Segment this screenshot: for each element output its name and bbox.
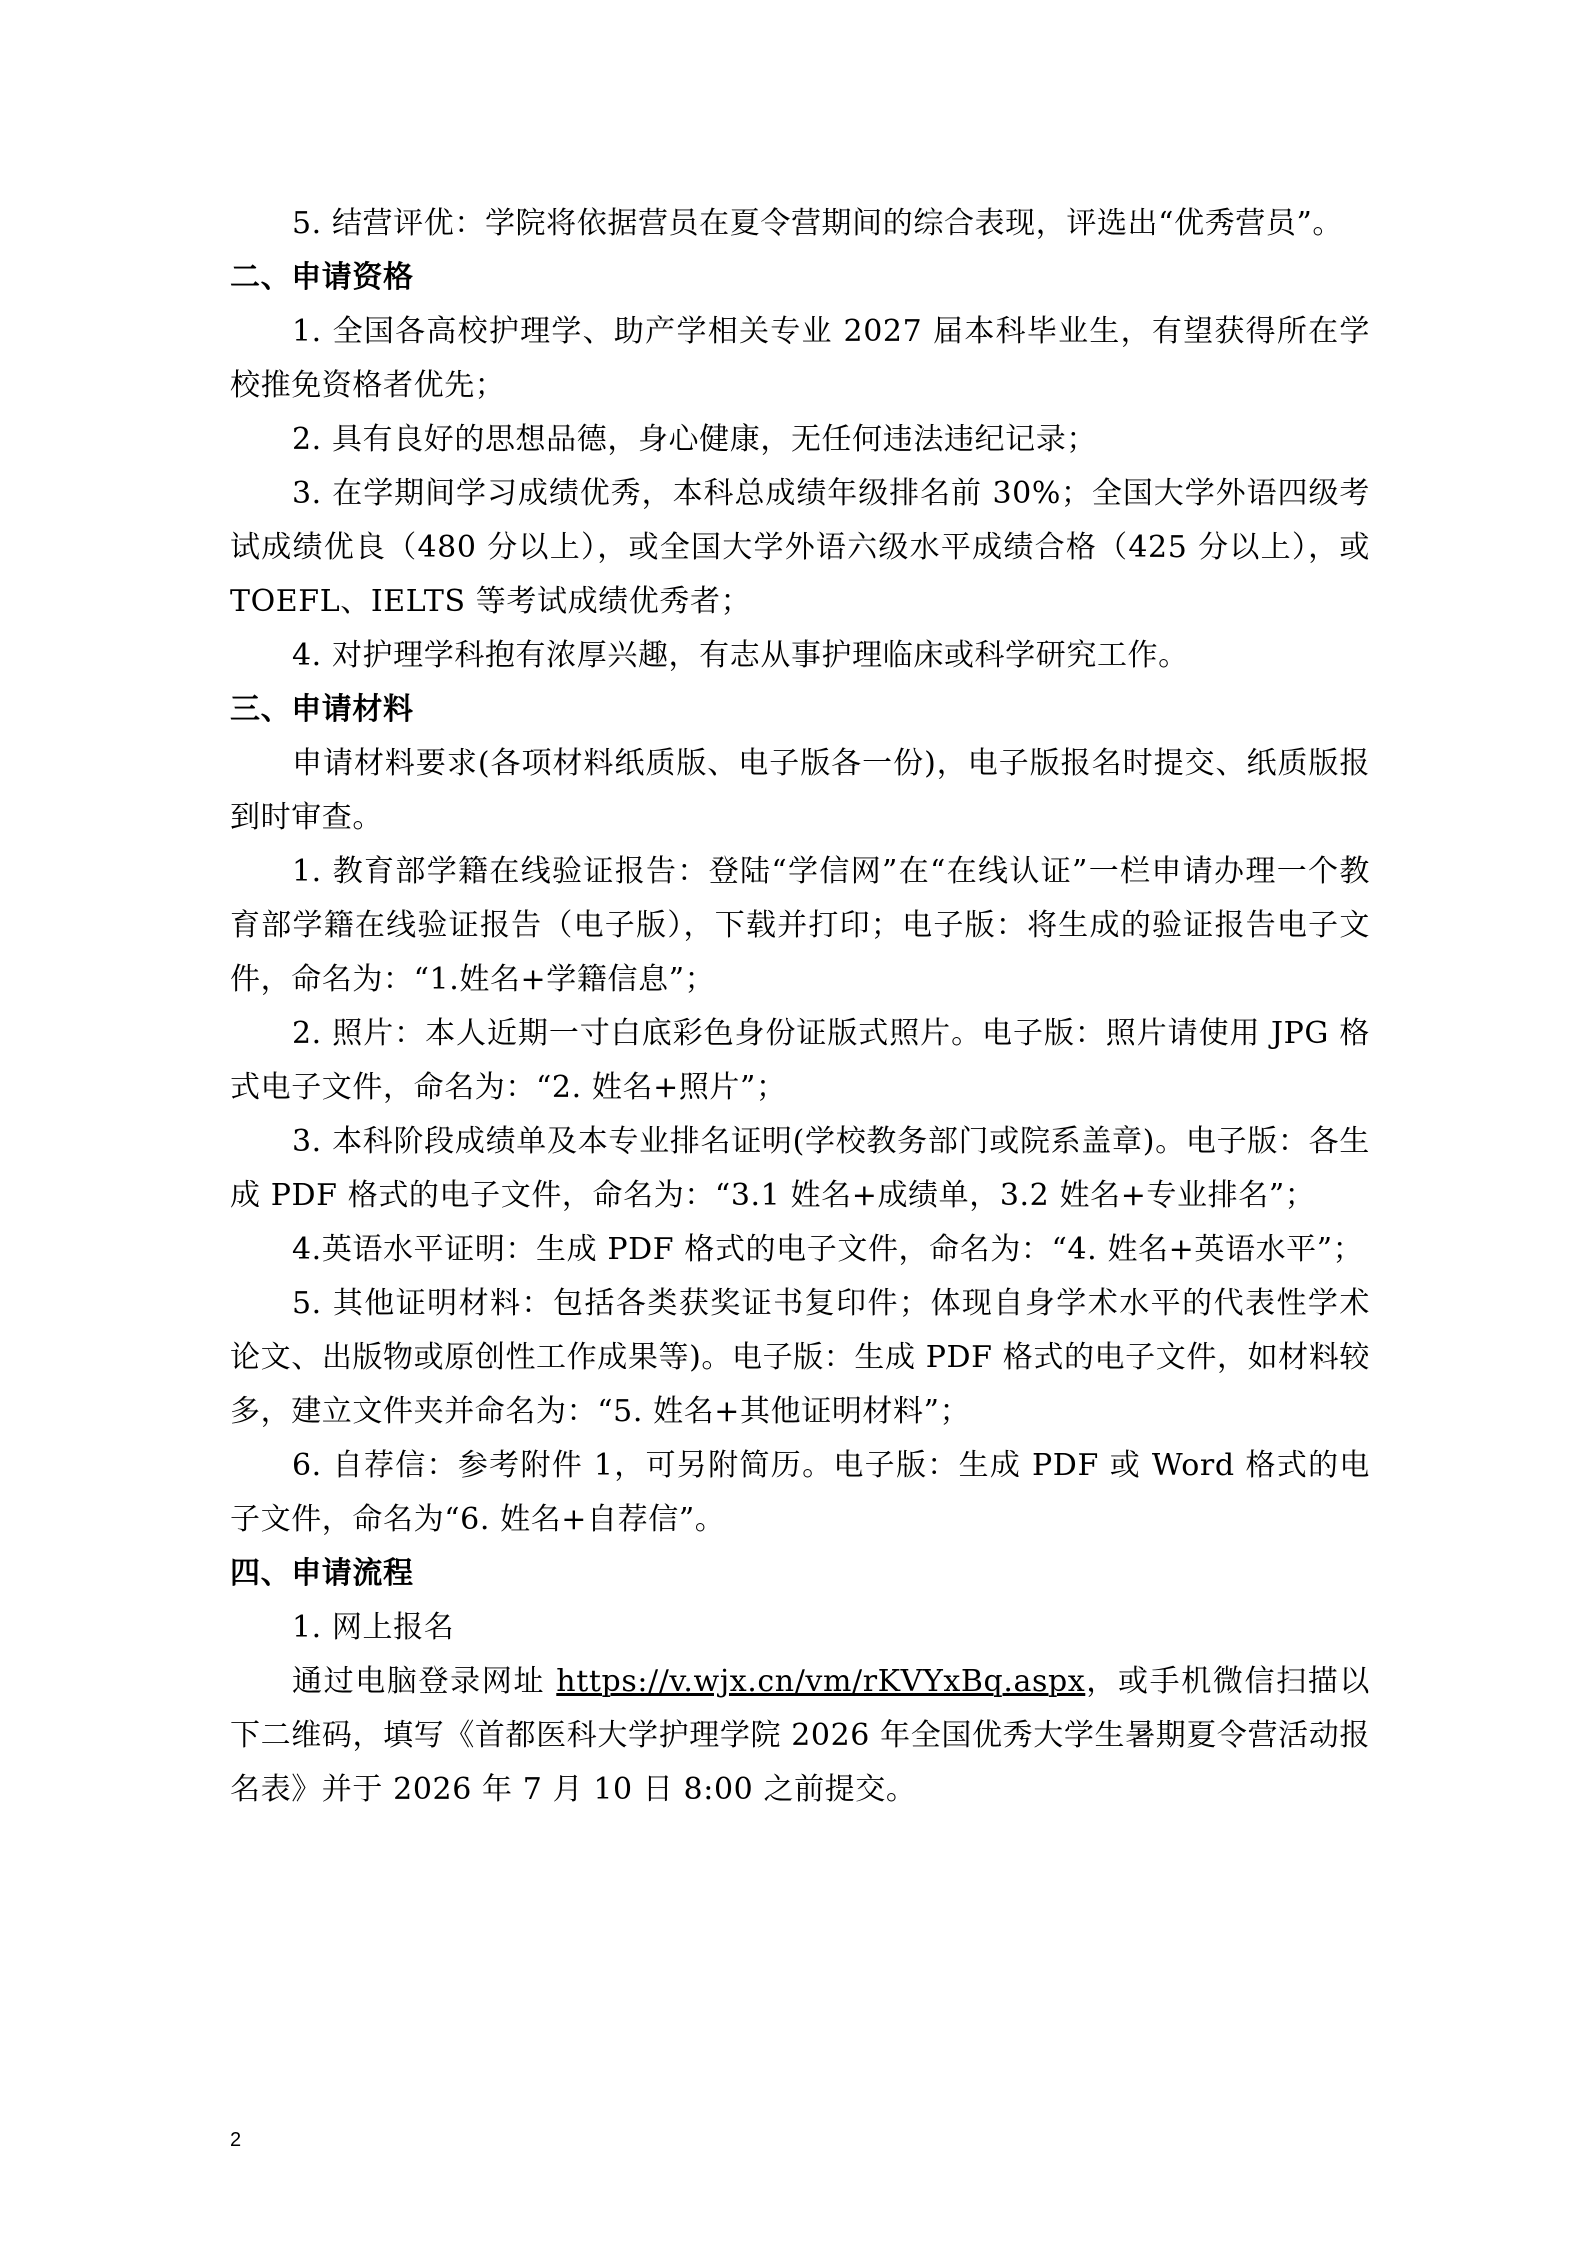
eligibility-item-3: 3. 在学期间学习成绩优秀，本科总成绩年级排名前 30%；全国大学外语四级考试成绩优良（480 分以上），或全国大学外语六级水平成绩合格（425 分以上），或 TOEFL、IELTS 等考试成绩优秀者； bbox=[230, 476, 1370, 619]
materials-item-5: 5. 其他证明材料：包括各类获奖证书复印件；体现自身学术水平的代表性学术论文、出版物或原创性工作成果等)。电子版：生成 PDF 格式的电子文件，如材料较多，建立文件夹并命名为：“5. 姓名+其他证明材料”； bbox=[230, 1286, 1370, 1429]
eligibility-item-2: 2. 具有良好的思想品德，身心健康，无任何违法违纪记录； bbox=[292, 422, 1097, 457]
document-body bbox=[230, 197, 1370, 1817]
process-step-1-suffix: ，或手机微信扫描以下二维码，填写《首都医科大学护理学院 2026 年全国优秀大学生暑期夏令营活动报名表》并于 2026 年 7 月 10 日 8:00 之前提交。 bbox=[230, 1664, 1371, 1807]
section-title-eligibility: 二、申请资格 bbox=[230, 260, 414, 295]
process-step-1-title: 1. 网上报名 bbox=[292, 1610, 455, 1645]
materials-item-2: 2. 照片：本人近期一寸白底彩色身份证版式照片。电子版：照片请使用 JPG 格式电子文件，命名为：“2. 姓名+照片”； bbox=[230, 1016, 1370, 1105]
page-number: 2 bbox=[230, 2129, 242, 2151]
materials-item-3: 3. 本科阶段成绩单及本专业排名证明(学校教务部门或院系盖章)。电子版：各生成 PDF 格式的电子文件，命名为：“3.1 姓名+成绩单，3.2 姓名+专业排名”； bbox=[230, 1124, 1370, 1213]
camp-evaluation-item: 5. 结营评优：学院将依据营员在夏令营期间的综合表现，评选出“优秀营员”。 bbox=[292, 206, 1344, 241]
section-title-materials: 三、申请材料 bbox=[230, 692, 414, 727]
eligibility-item-4: 4. 对护理学科抱有浓厚兴趣，有志从事护理临床或科学研究工作。 bbox=[292, 638, 1189, 673]
process-step-1-prefix: 通过电脑登录网址 bbox=[292, 1664, 557, 1699]
materials-item-4: 4.英语水平证明：生成 PDF 格式的电子文件，命名为：“4. 姓名+英语水平”； bbox=[292, 1232, 1364, 1267]
registration-link[interactable]: https://v.wjx.cn/vm/rKVYxBq.aspx bbox=[556, 1664, 1086, 1699]
process-step-1-body bbox=[230, 1655, 1370, 1817]
materials-item-1: 1. 教育部学籍在线验证报告：登陆“学信网”在“在线认证”一栏申请办理一个教育部学籍在线验证报告（电子版），下载并打印；电子版：将生成的验证报告电子文件，命名为：“1.姓名+学籍信息”； bbox=[230, 854, 1370, 997]
materials-item-6: 6. 自荐信：参考附件 1，可另附简历。电子版：生成 PDF 或 Word 格式的电子文件，命名为“6. 姓名+自荐信”。 bbox=[230, 1448, 1370, 1537]
section-title-process: 四、申请流程 bbox=[230, 1556, 414, 1591]
eligibility-item-1: 1. 全国各高校护理学、助产学相关专业 2027 届本科毕业生，有望获得所在学校推免资格者优先； bbox=[230, 314, 1370, 403]
materials-intro: 申请材料要求(各项材料纸质版、电子版各一份)，电子版报名时提交、纸质版报到时审查。 bbox=[230, 746, 1370, 835]
